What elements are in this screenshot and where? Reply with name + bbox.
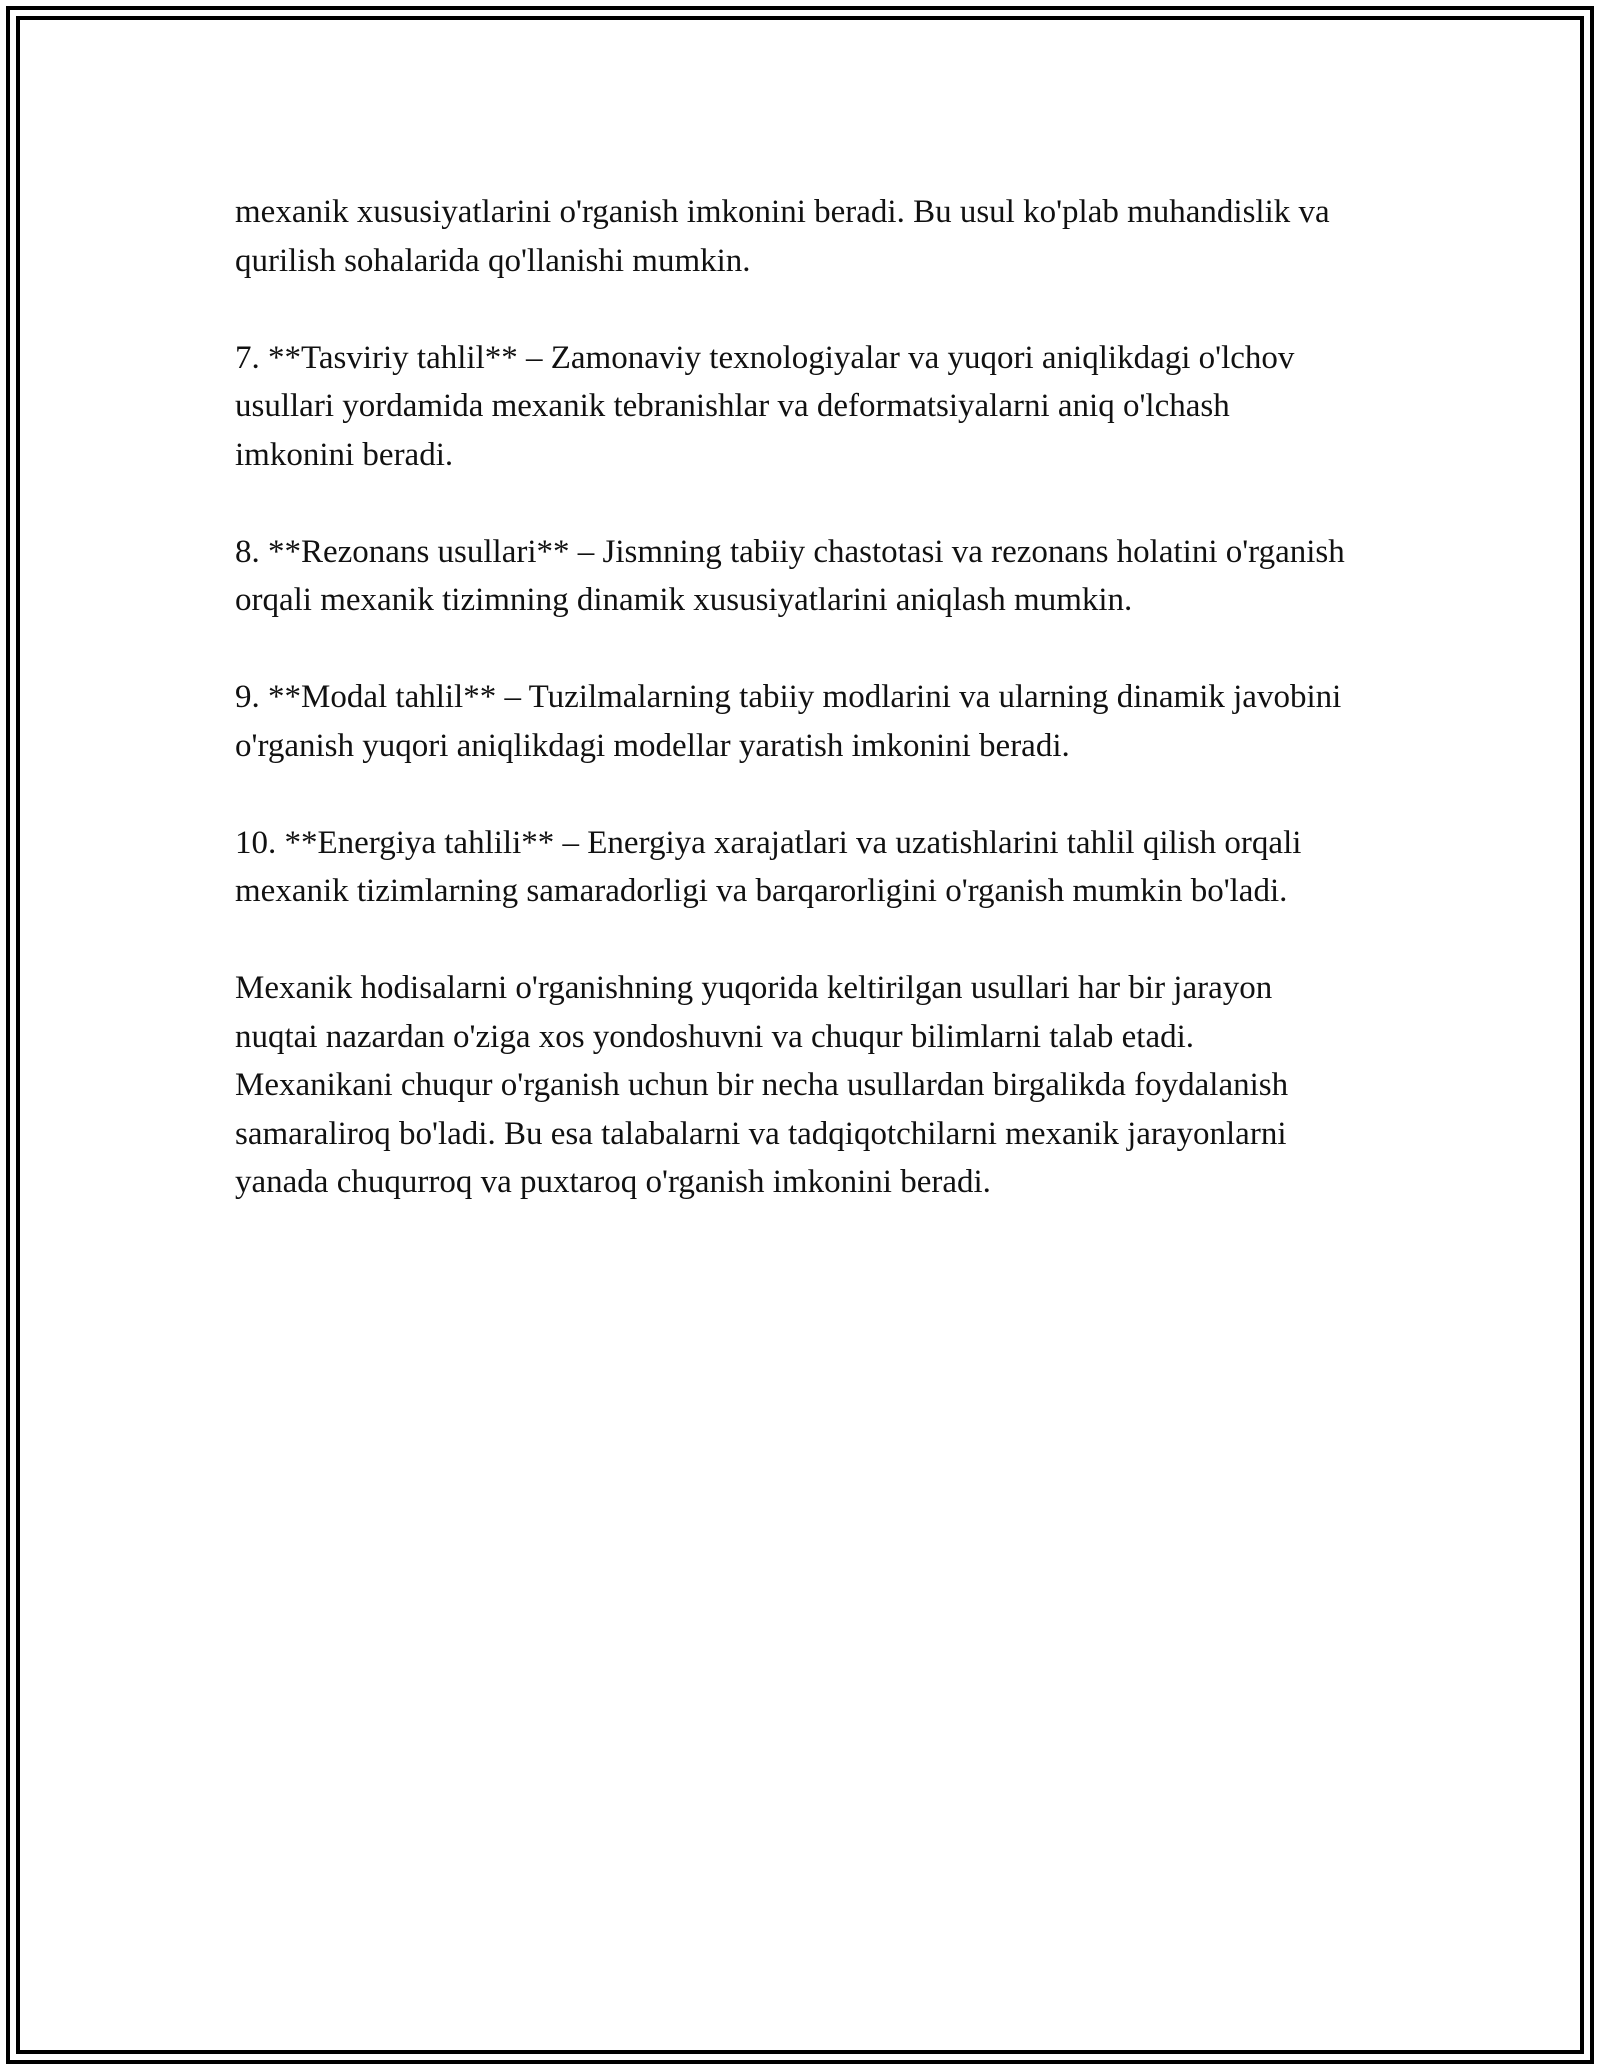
paragraph-item-7: 7. **Tasviriy tahlil** – Zamonaviy texnologiyalar va yuqori aniqlikdagi o'lchov usullari yordamida mexanik tebranishlar va deformatsiyalarni aniq o'lchash imkonini beradi. xyxy=(235,339,1295,473)
document-body xyxy=(235,188,1355,1255)
paragraph-continuation: mexanik xususiyatlarini o'rganish imkonini beradi. Bu usul ko'plab muhandislik va qurilish sohalarida qo'llanishi mumkin. xyxy=(235,194,1330,279)
paragraph-item-8: 8. **Rezonans usullari** – Jismning tabiiy chastotasi va rezonans holatini o'rganish orqali mexanik tizimning dinamik xususiyatlarini aniqlash mumkin. xyxy=(235,533,1345,618)
paragraph-conclusion: Mexanik hodisalarni o'rganishning yuqorida keltirilgan usullari har bir jarayon nuqtai nazardan o'ziga xos yondoshuvni va chuqur bilimlarni talab etadi. Mexanikani chuqur o'rganish uchun bir necha usullardan birgalikda foydalanish samaraliroq bo'ladi. Bu esa talabalarni va tadqiqotchilarni mexanik jarayonlarni yanada chuqurroq va puxtaroq o'rganish imkonini beradi. xyxy=(235,970,1289,1200)
paragraph-item-10: 10. **Energiya tahlili** – Energiya xarajatlari va uzatishlarini tahlil qilish orqali mexanik tizimlarning samaradorligi va barqarorligini o'rganish mumkin bo'ladi. xyxy=(235,824,1302,909)
paragraph-item-9: 9. **Modal tahlil** – Tuzilmalarning tabiiy modlarini va ularning dinamik javobini o'rganish yuqori aniqlikdagi modellar yaratish imkonini beradi. xyxy=(235,679,1342,764)
